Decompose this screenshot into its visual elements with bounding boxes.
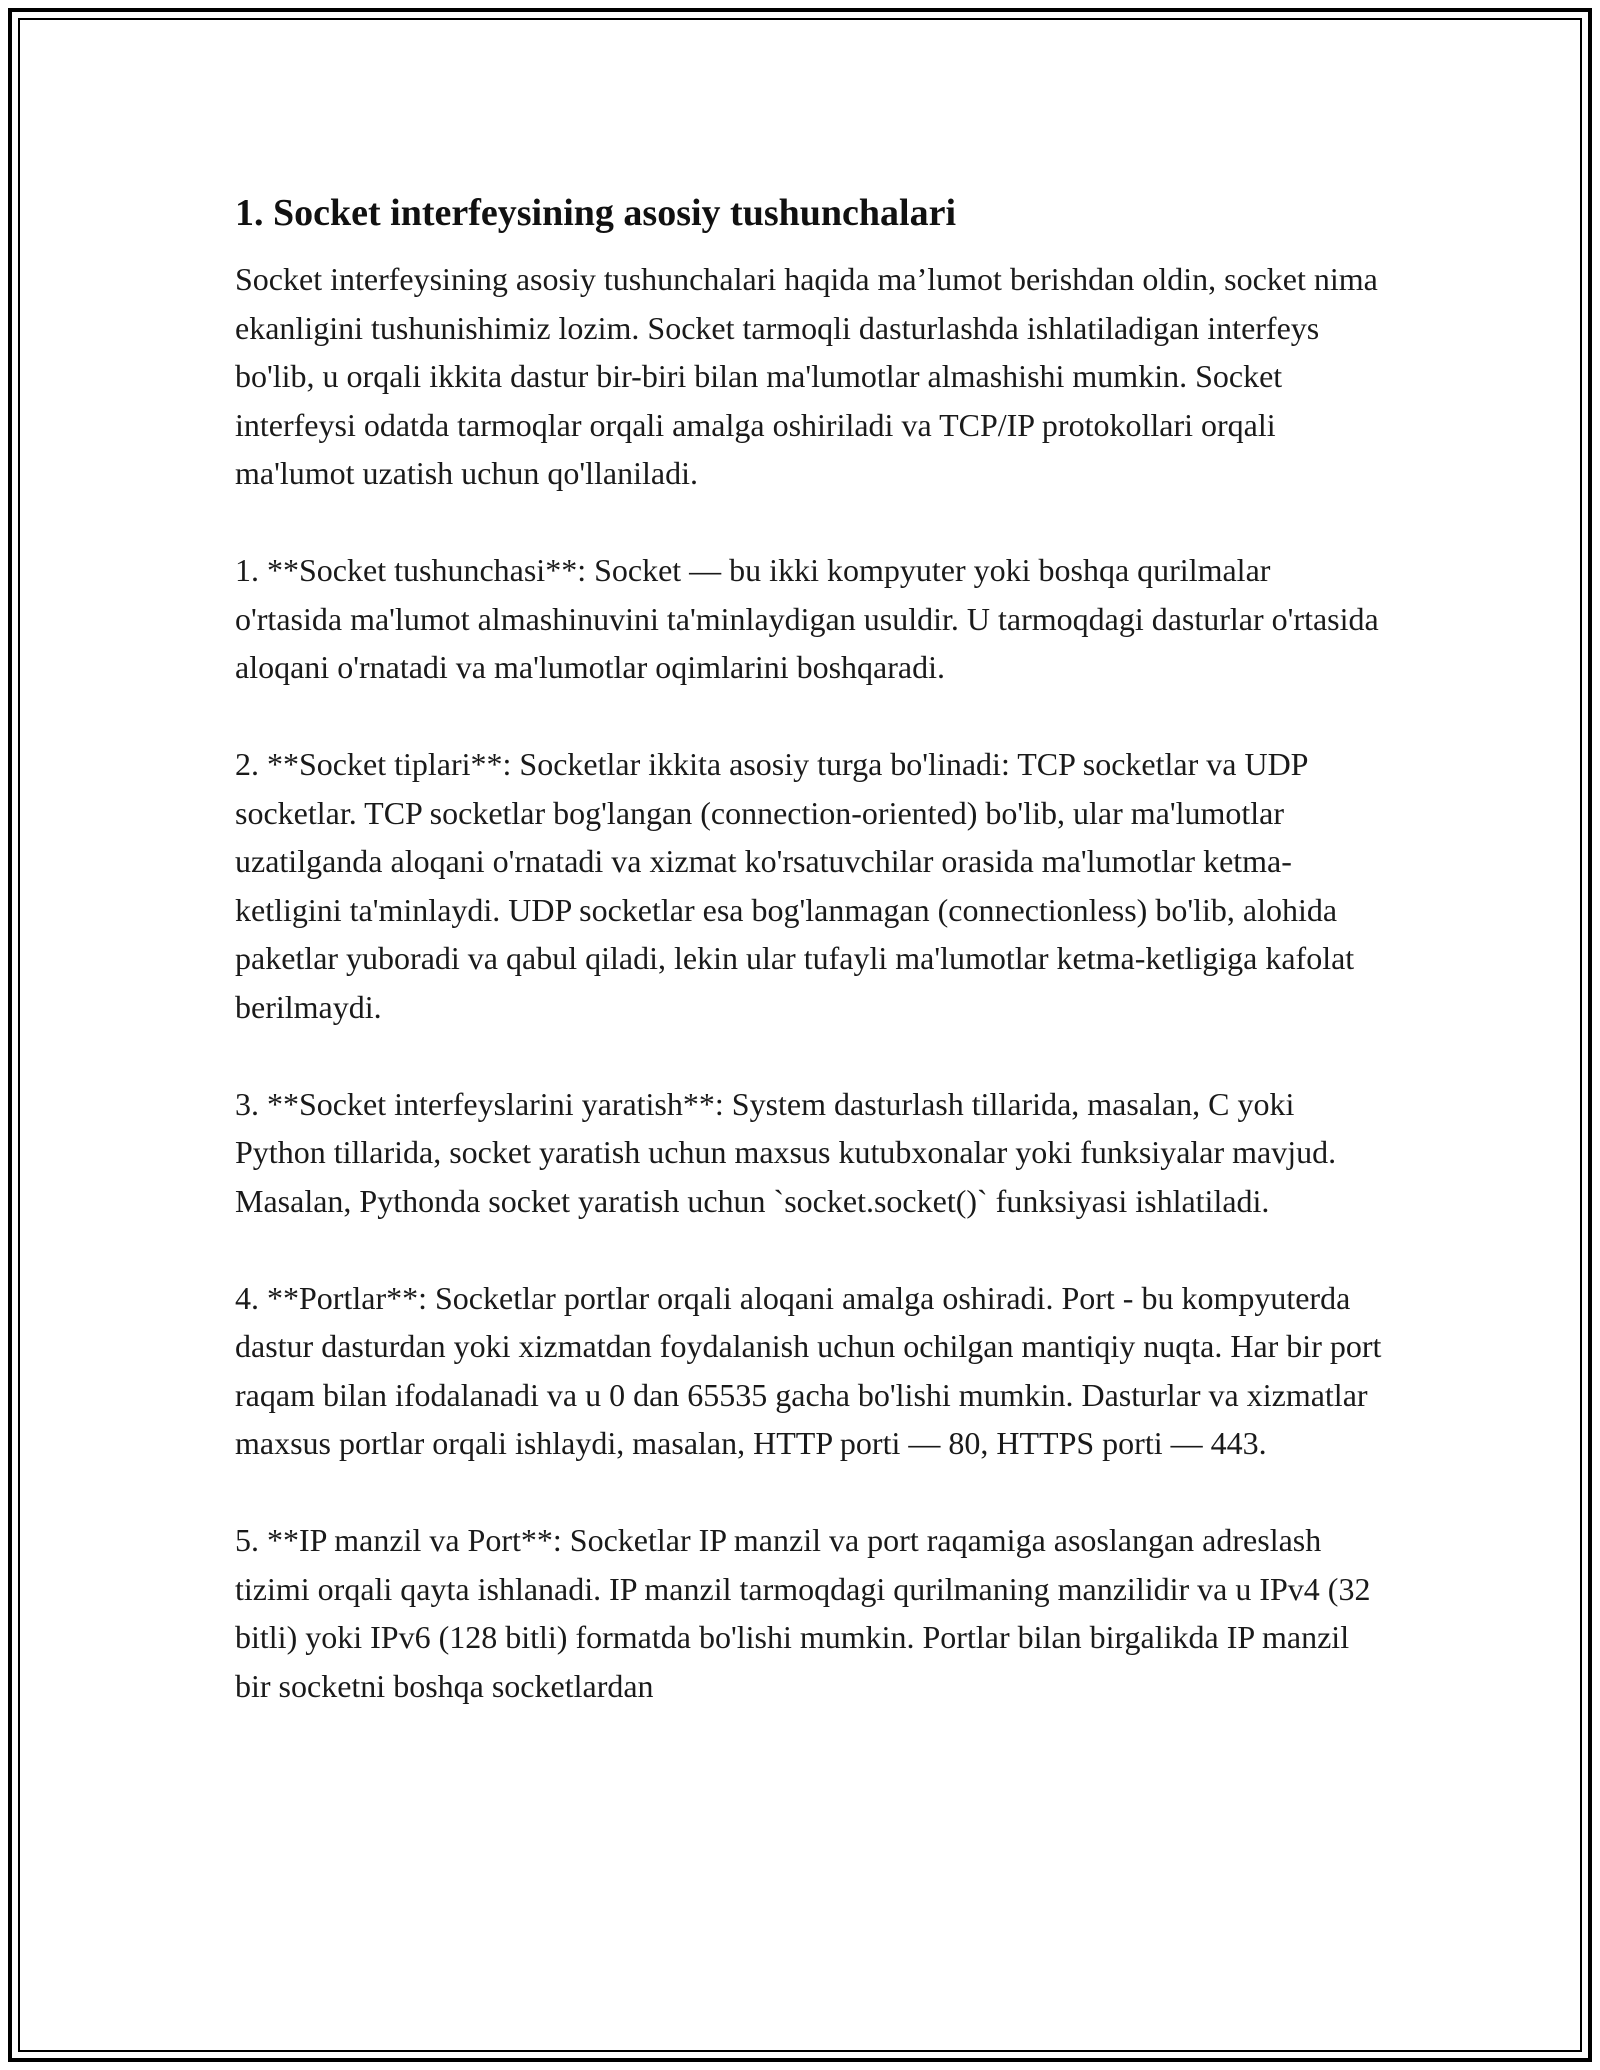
paragraph-creating-sockets: 3. **Socket interfeyslarini yaratish**: System dasturlash tillarida, masalan, C yoki Python tillarida, socket yaratish uchun maxsus kutubxonalar yoki funksiyalar mavjud. Masalan, Pythonda socket yaratish uchun `socket.socket()` funksiyasi ishlatiladi. (235, 1085, 1337, 1219)
document-title: 1. Socket interfeysining asosiy tushunchalari (235, 192, 957, 234)
intro-paragraph: Socket interfeysining asosiy tushunchalari haqida ma’lumot berishdan oldin, socket nima ekanligini tushunishimiz lozim. Socket tarmoqli dasturlashda ishlatiladigan interfeys bo'lib, u orqali ikkita dastur bir-biri bilan ma'lumotlar almashishi mumkin. Socket interfeysi odatda tarmoqlar orqali amalga oshiriladi va TCP/IP protokollari orqali ma'lumot uzatish uchun qo'llaniladi. (235, 261, 1378, 491)
document-body (235, 185, 1385, 1759)
paragraph-ports: 4. **Portlar**: Socketlar portlar orqali aloqani amalga oshiradi. Port - bu kompyuterda dastur dasturdan yoki xizmatdan foydalanish uchun ochilgan mantiqiy nuqta. Har bir port raqam bilan ifodalanadi va u 0 dan 65535 gacha bo'lishi mumkin. Dasturlar va xizmatlar maxsus portlar orqali ishlaydi, masalan, HTTP porti — 80, HTTPS porti — 443. (235, 1279, 1382, 1461)
paragraph-socket-concept: 1. **Socket tushunchasi**: Socket — bu ikki kompyuter yoki boshqa qurilmalar o'rtasida ma'lumot almashinuvini ta'minlaydigan usuldir. U tarmoqdagi dasturlar o'rtasida aloqani o'rnatadi va ma'lumotlar oqimlarini boshqaradi. (235, 552, 1379, 685)
paragraph-ip-and-port: 5. **IP manzil va Port**: Socketlar IP manzil va port raqamiga asoslangan adreslash tizimi orqali qayta ishlanadi. IP manzil tarmoqdagi qurilmaning manzilidir va u IPv4 (32 bitli) yoki IPv6 (128 bitli) formatda bo'lishi mumkin. Portlar bilan birgalikda IP manzil bir socketni boshqa socketlardan (235, 1522, 1371, 1704)
paragraph-socket-types: 2. **Socket tiplari**: Socketlar ikkita asosiy turga bo'linadi: TCP socketlar va UDP socketlar. TCP socketlar bog'langan (connection-oriented) bo'lib, ular ma'lumotlar uzatilganda aloqani o'rnatadi va xizmat ko'rsatuvchilar orasida ma'lumotlar ketma-ketligini ta'minlaydi. UDP socketlar esa bog'lanmagan (connectionless) bo'lib, alohida paketlar yuboradi va qabul qiladi, lekin ular tufayli ma'lumotlar ketma-ketligiga kafolat berilmaydi. (235, 746, 1355, 1025)
